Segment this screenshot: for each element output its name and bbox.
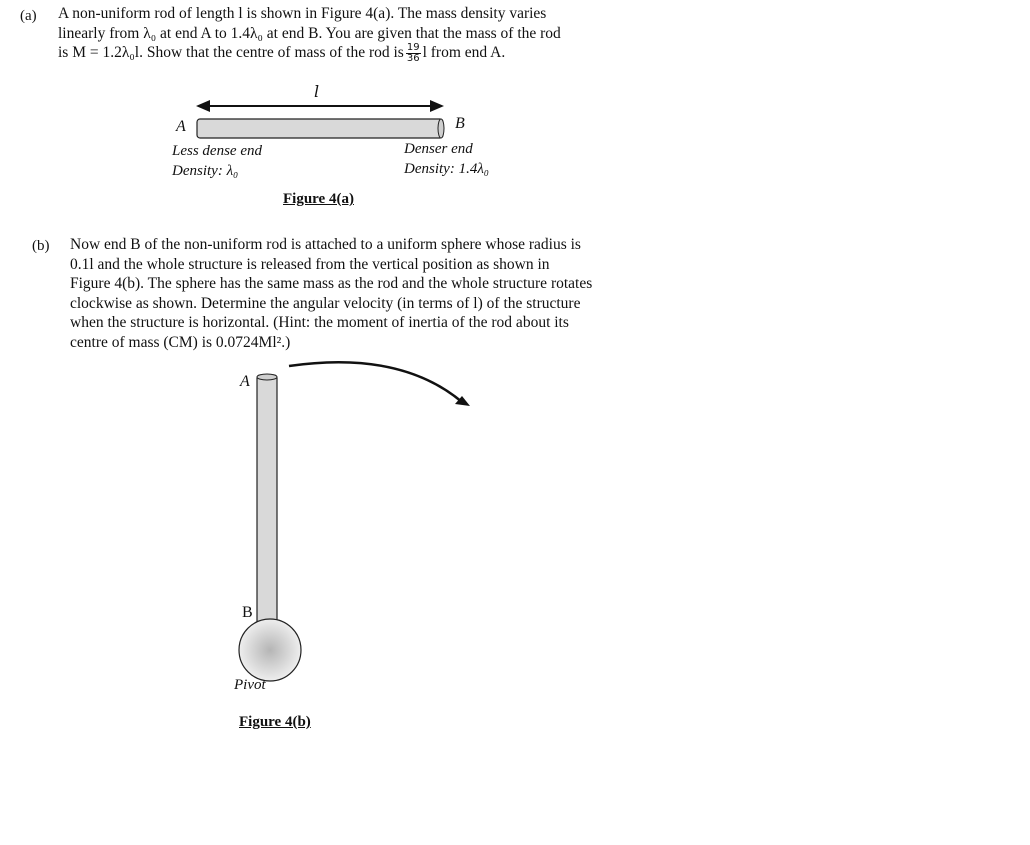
right-end-description: Denser end: [404, 141, 473, 157]
right-end-density: Density: 1.4λ₀: [404, 161, 490, 177]
rotation-arrow: [289, 362, 470, 406]
fraction-numerator: 19: [406, 42, 420, 53]
pivot-label: Pivot: [234, 677, 266, 693]
part-b-line-2: 0.1l and the whole structure is released from the vertical position as shown in: [70, 255, 550, 273]
part-b-line-4: clockwise as shown. Determine the angular velocity (in terms of l) of the structure: [70, 294, 581, 312]
figure-4b-caption: Figure 4(b): [239, 714, 311, 730]
end-b-label: B: [455, 115, 465, 132]
left-end-description: Less dense end: [172, 143, 262, 159]
length-label: l: [314, 82, 320, 101]
part-b-label: (b): [32, 238, 50, 254]
part-b-line-5: when the structure is horizontal. (Hint: the moment of inertia of the rod about its: [70, 314, 569, 331]
sphere: [239, 619, 301, 681]
part-b-paragraph: [70, 235, 630, 352]
part-a-line-1: A non-uniform rod of length l is shown in Figure 4(a). The mass density varies: [58, 5, 547, 22]
end-a-label: A: [176, 118, 186, 135]
part-b-line-6: centre of mass (CM) is 0.0724Ml².): [70, 333, 291, 351]
length-arrow: [196, 100, 444, 112]
left-end-density: Density: λ₀: [172, 163, 239, 179]
part-b-line-3: Figure 4(b). The sphere has the same mass as the rod and the whole structure rotates: [70, 275, 593, 292]
rod-top-cap: [257, 374, 277, 380]
part-a-line-2: linearly from λ₀ at end A to 1.4λ₀ at end B. You are given that the mass of the rod: [58, 24, 561, 42]
part-a-label: (a): [20, 8, 37, 24]
fraction-denominator: 36: [406, 53, 420, 64]
fig-b-end-a-label: A: [240, 373, 250, 390]
part-a-line-3-post: l from end A.: [422, 44, 506, 62]
part-a-line-3-pre: is M = 1.2λ₀l. Show that the centre of mass of the rod is: [58, 44, 404, 62]
fig-b-end-b-label: B: [242, 604, 253, 621]
rod-horizontal: [197, 119, 443, 138]
rod-end-cap: [438, 119, 444, 138]
rod-vertical: [257, 375, 277, 627]
part-b-line-1: Now end B of the non-uniform rod is attached to a uniform sphere whose radius is: [70, 236, 581, 253]
figure-4a-caption: Figure 4(a): [283, 191, 354, 207]
